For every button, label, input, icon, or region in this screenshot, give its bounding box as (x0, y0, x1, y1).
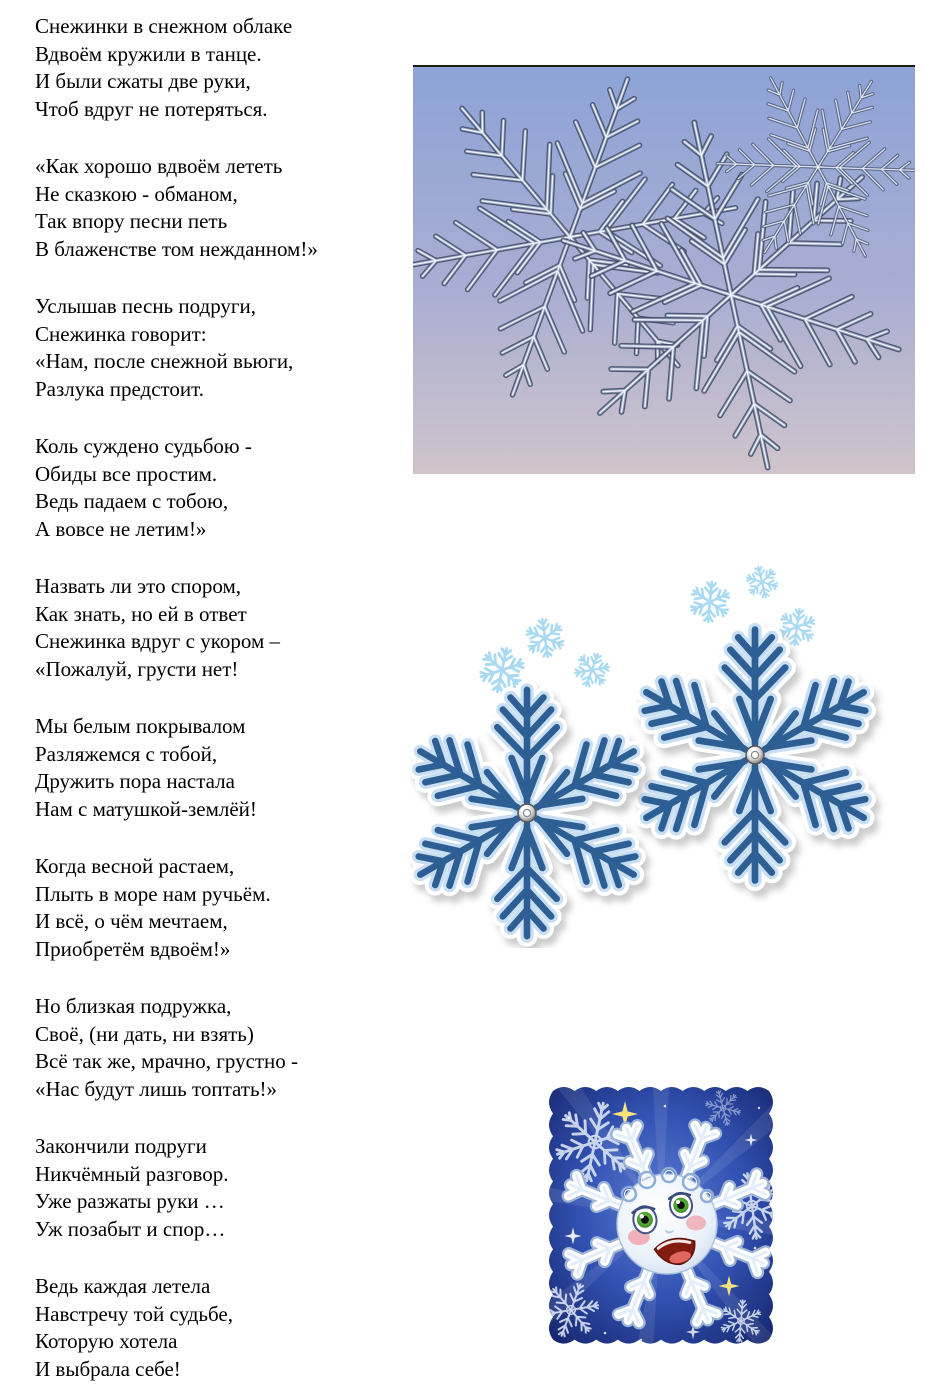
poem-line: Разляжемся с тобой, (35, 741, 218, 766)
poem-line: «Как хорошо вдвоём лететь (35, 154, 283, 178)
poem-stanza (35, 713, 318, 823)
poem-line: «Нас будут лишь топтать!» (35, 1076, 278, 1101)
poem-line: Уже разжаты руки … (35, 1189, 225, 1213)
poem-line: Разлука предстоит. (35, 376, 205, 401)
poem-stanza (35, 293, 318, 403)
poem-line: Услышав песнь подруги, (35, 294, 257, 318)
poem-line: Ведь падаем с тобою, (35, 489, 229, 513)
poem-line: Никчёмный разговор. (35, 1161, 229, 1186)
blue-snowflakes-clipart (395, 556, 890, 948)
poem-line: Вдвоём кружили в танце. (35, 41, 262, 66)
rivet-hole-icon (751, 751, 758, 758)
poem-line: Когда весной растаем, (35, 854, 235, 878)
poem-line: Назвать ли это спором, (35, 574, 242, 598)
poem-line: Которую хотела (35, 1329, 178, 1353)
poem-stanza (35, 13, 318, 123)
poem-line: Но близкая подружка, (35, 994, 232, 1018)
poem-line: И всё, о чём мечтаем, (35, 909, 228, 933)
poem-line: Как знать, но ей в ответ (35, 601, 247, 626)
snowflake-macro-photo-art (413, 67, 915, 474)
poem-line: И были сжаты две руки, (35, 69, 251, 93)
poem-line: Коль суждено судьбою - (35, 434, 252, 458)
poem-line: Снежинка говорит: (35, 321, 207, 346)
poem-line: И выбрала себе! (35, 1356, 181, 1381)
poem-line: Своё, (ни дать, ни взять) (35, 1021, 254, 1046)
snowflake-character-card (545, 1078, 777, 1353)
poem-line: Снежинка вдруг с укором – (35, 629, 281, 653)
poem-line: Уж позабыт и спор… (35, 1216, 226, 1241)
snowflake-macro-photo (413, 65, 915, 474)
poem-line: Обиды все простим. (35, 461, 218, 486)
poem-line: «Пожалуй, грусти нет! (35, 656, 239, 681)
poem-line: Нам с матушкой-землёй! (35, 796, 257, 821)
poem-stanza (35, 1273, 318, 1383)
character-cheek-right (686, 1216, 706, 1231)
poem-line: Закончили подруги (35, 1134, 207, 1158)
poem-stanza (35, 573, 318, 683)
poem-line: Ведь каждая летела (35, 1274, 211, 1298)
poem (35, 13, 318, 1399)
poem-line: Чтоб вдруг не потеряться. (35, 96, 268, 121)
poem-line: Приобретём вдвоём!» (35, 936, 231, 961)
poem-line: Снежинки в снежном облаке (35, 14, 293, 38)
poem-line: «Нам, после снежной вьюги, (35, 349, 294, 373)
poem-stanza (35, 433, 318, 543)
poem-line: Мы белым покрывалом (35, 714, 246, 738)
poem-line: Так впору песни петь (35, 209, 228, 233)
poem-line: Плыть в море нам ручьём. (35, 881, 271, 906)
poem-stanza (35, 993, 318, 1103)
poem-line: В блаженстве том нежданном!» (35, 236, 318, 261)
poem-line: Навстречу той судьбе, (35, 1301, 233, 1326)
poem-line: Дружить пора настала (35, 769, 235, 793)
rivet-hole-icon (523, 809, 530, 816)
poem-stanza (35, 1133, 318, 1243)
blue-snowflakes-art (395, 556, 890, 948)
poem-stanza (35, 153, 318, 263)
poem-stanza (35, 853, 318, 963)
poem-line: Не сказкою - обманом, (35, 181, 238, 206)
snowflake-character-art (545, 1078, 777, 1353)
poem-line: А вовсе не летим!» (35, 516, 207, 541)
poem-line: Всё так же, мрачно, грустно - (35, 1049, 299, 1073)
